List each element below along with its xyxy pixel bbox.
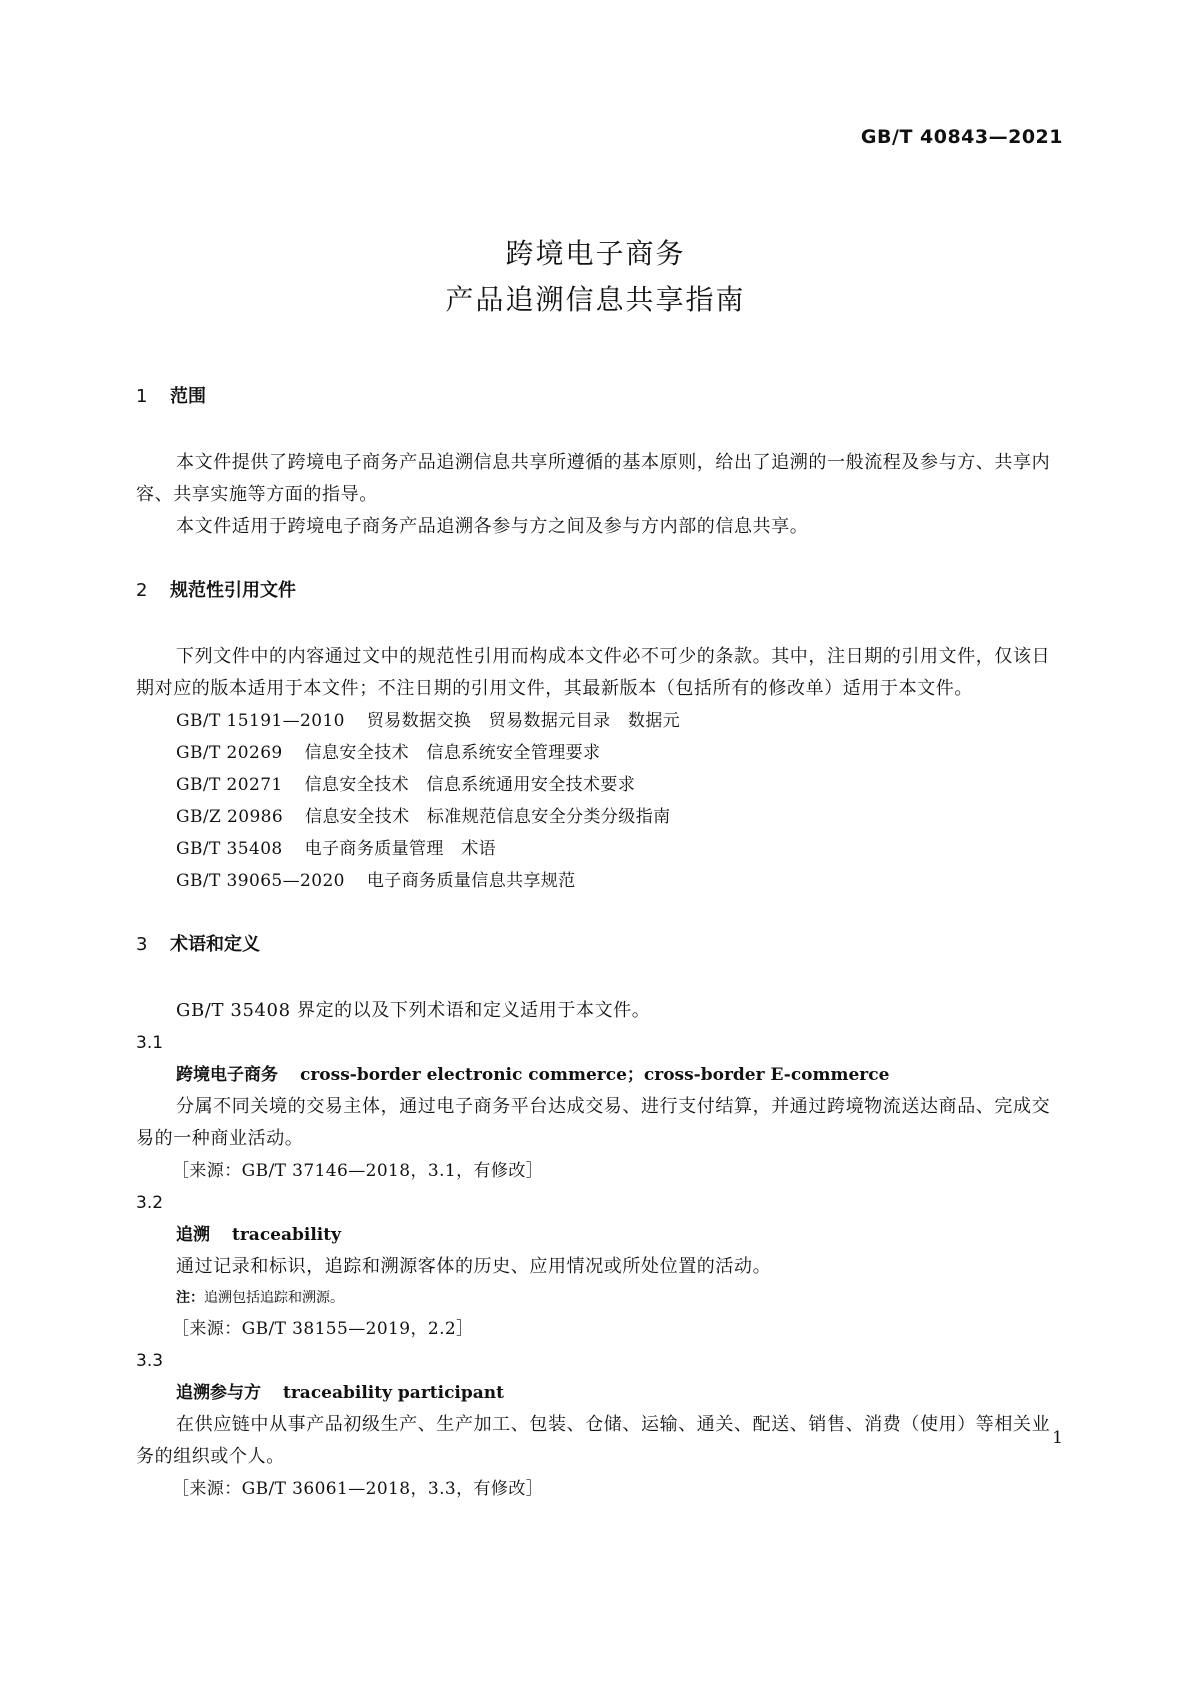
paragraph: 本文件适用于跨境电子商务产品追溯各参与方之间及参与方内部的信息共享。 bbox=[176, 516, 809, 537]
term-definition: 在供应链中从事产品初级生产、生产加工、包装、仓储、运输、通关、配送、销售、消费（使用）等相关业务的组织或个人。 bbox=[136, 1414, 1051, 1467]
reference-code: GB/T 15191—2010 bbox=[176, 711, 345, 731]
section-number: 3 bbox=[136, 934, 148, 955]
reference-item bbox=[136, 769, 1056, 801]
paragraph: GB/T 35408 界定的以及下列术语和定义适用于本文件。 bbox=[176, 1000, 651, 1021]
section-heading-normative-references bbox=[136, 577, 1056, 605]
section-title: 范围 bbox=[170, 386, 206, 407]
term-english: traceability participant bbox=[283, 1383, 505, 1403]
reference-code: GB/T 39065—2020 bbox=[176, 871, 345, 891]
reference-title: 信息安全技术 信息系统通用安全技术要求 bbox=[304, 775, 636, 795]
section-title: 规范性引用文件 bbox=[170, 580, 296, 601]
term-source: ［来源：GB/T 38155—2019，2.2］ bbox=[172, 1319, 474, 1339]
term-chinese: 追溯参与方 bbox=[176, 1383, 261, 1403]
reference-item bbox=[136, 705, 1056, 737]
reference-item bbox=[136, 737, 1056, 769]
term-chinese: 跨境电子商务 bbox=[176, 1065, 278, 1085]
term-source: ［来源：GB/T 37146—2018，3.1，有修改］ bbox=[172, 1161, 544, 1181]
note-label: 注： bbox=[176, 1290, 204, 1306]
term-english: cross-border electronic commerce；cross-border E-commerce bbox=[300, 1065, 890, 1085]
term-definition: 分属不同关境的交易主体，通过电子商务平台达成交易、进行支付结算，并通过跨境物流送达商品、完成交易的一种商业活动。 bbox=[136, 1096, 1051, 1149]
paragraph: 下列文件中的内容通过文中的规范性引用而构成本文件必不可少的条款。其中，注日期的引用文件，仅该日期对应的版本适用于本文件；不注日期的引用文件，其最新版本（包括所有的修改单）适用于本文件。 bbox=[136, 646, 1051, 699]
section-number: 1 bbox=[136, 386, 148, 407]
reference-title: 信息安全技术 标准规范信息安全分类分级指南 bbox=[305, 807, 671, 827]
term-english: traceability bbox=[232, 1225, 341, 1245]
document-title-line2: 产品追溯信息共享指南 bbox=[445, 283, 746, 316]
reference-item bbox=[136, 865, 1056, 897]
reference-title: 电子商务质量管理 术语 bbox=[304, 839, 497, 859]
term-note bbox=[136, 1283, 1056, 1313]
term-entry bbox=[136, 1219, 1056, 1251]
reference-code: GB/T 20271 bbox=[176, 775, 283, 795]
term-entry bbox=[136, 1377, 1056, 1409]
term-number: 3.3 bbox=[136, 1351, 164, 1371]
reference-title: 贸易数据交换 贸易数据元目录 数据元 bbox=[366, 711, 681, 731]
section-heading-terms-definitions bbox=[136, 931, 1056, 959]
section-number: 2 bbox=[136, 580, 148, 601]
term-source: ［来源：GB/T 36061—2018，3.3，有修改］ bbox=[172, 1479, 544, 1499]
page-number: 1 bbox=[1052, 1428, 1063, 1448]
reference-item bbox=[136, 833, 1056, 865]
document-body bbox=[136, 383, 1056, 1505]
term-definition: 通过记录和标识，追踪和溯源客体的历史、应用情况或所处位置的活动。 bbox=[176, 1256, 772, 1277]
term-number: 3.1 bbox=[136, 1033, 164, 1053]
note-text: 追溯包括追踪和溯源。 bbox=[204, 1290, 344, 1306]
standard-code: GB/T 40843—2021 bbox=[860, 126, 1063, 148]
section-title: 术语和定义 bbox=[170, 934, 260, 955]
paragraph: 本文件提供了跨境电子商务产品追溯信息共享所遵循的基本原则，给出了追溯的一般流程及参与方、共享内容、共享实施等方面的指导。 bbox=[136, 452, 1051, 505]
reference-code: GB/T 20269 bbox=[176, 743, 283, 763]
reference-title: 信息安全技术 信息系统安全管理要求 bbox=[304, 743, 601, 763]
reference-item bbox=[136, 801, 1056, 833]
reference-title: 电子商务质量信息共享规范 bbox=[366, 871, 576, 891]
section-heading-scope bbox=[136, 383, 1056, 411]
term-entry bbox=[136, 1059, 1056, 1091]
term-chinese: 追溯 bbox=[176, 1225, 210, 1245]
reference-code: GB/Z 20986 bbox=[176, 807, 284, 827]
document-title-line1: 跨境电子商务 bbox=[505, 237, 686, 270]
reference-code: GB/T 35408 bbox=[176, 839, 283, 859]
term-number: 3.2 bbox=[136, 1193, 164, 1213]
